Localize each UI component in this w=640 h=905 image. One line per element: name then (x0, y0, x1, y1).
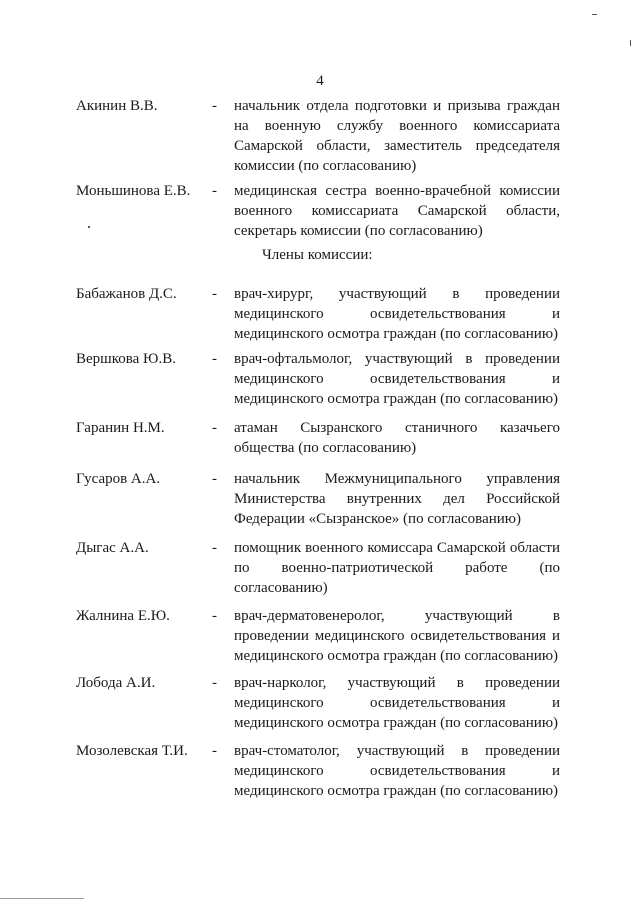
separator-dash: - (212, 286, 217, 302)
separator-dash: - (212, 183, 217, 199)
leader-name: Моньшинова Е.В. (76, 183, 191, 199)
scan-speck (592, 14, 597, 15)
member-name: Гусаров А.А. (76, 471, 161, 487)
member-role: врач-хирург, участвующий в проведении медицинского освидетельствования и медицинского осмотра граждан (по согласованию) (234, 286, 560, 342)
member-role: атаман Сызранского станичного казачьего общества (по согласованию) (234, 420, 560, 456)
page-number: 4 (316, 73, 324, 89)
scan-speck (88, 226, 90, 228)
member-name: Гаранин Н.М. (76, 420, 165, 436)
scan-speck (630, 40, 631, 46)
scan-edge-line (0, 898, 84, 899)
leader-name: Акинин В.В. (76, 98, 158, 114)
member-role: врач-нарколог, участвующий в проведении медицинского освидетельствования и медицинского осмотра граждан (по согласованию) (234, 675, 560, 731)
separator-dash: - (212, 540, 217, 556)
member-name: Дыгас А.А. (76, 540, 149, 556)
member-name: Вершкова Ю.В. (76, 351, 176, 367)
separator-dash: - (212, 420, 217, 436)
member-role: начальник Межмуниципального управления Министерства внутренних дел Российской Федерации «Сызранское» (по согласованию) (234, 471, 560, 527)
leader-role: медицинская сестра военно-врачебной комиссии военного комиссариата Самарской области, секретарь комиссии (по согласованию) (234, 183, 560, 239)
member-name: Лобода А.И. (76, 675, 156, 691)
members-heading: Члены комиссии: (262, 247, 373, 263)
separator-dash: - (212, 743, 217, 759)
member-name: Мозолевская Т.И. (76, 743, 188, 759)
separator-dash: - (212, 351, 217, 367)
member-role: врач-офтальмолог, участвующий в проведении медицинского освидетельствования и медицинского осмотра граждан (по согласованию) (234, 351, 560, 407)
leader-role: начальник отдела подготовки и призыва граждан на военную службу военного комиссариата Самарской области, заместитель председателя комиссии (по согласованию) (234, 98, 560, 174)
separator-dash: - (212, 98, 217, 114)
member-role: врач-дерматовенеролог, участвующий в проведении медицинского освидетельствования и медицинского осмотра граждан (по согласованию) (234, 608, 560, 664)
member-role: помощник военного комиссара Самарской области по военно-патриотической работе (по согласованию) (234, 540, 560, 596)
member-role: врач-стоматолог, участвующий в проведении медицинского освидетельствования и медицинского осмотра граждан (по согласованию) (234, 743, 560, 799)
separator-dash: - (212, 608, 217, 624)
member-name: Жалнина Е.Ю. (76, 608, 170, 624)
member-name: Бабажанов Д.С. (76, 286, 177, 302)
separator-dash: - (212, 471, 217, 487)
separator-dash: - (212, 675, 217, 691)
